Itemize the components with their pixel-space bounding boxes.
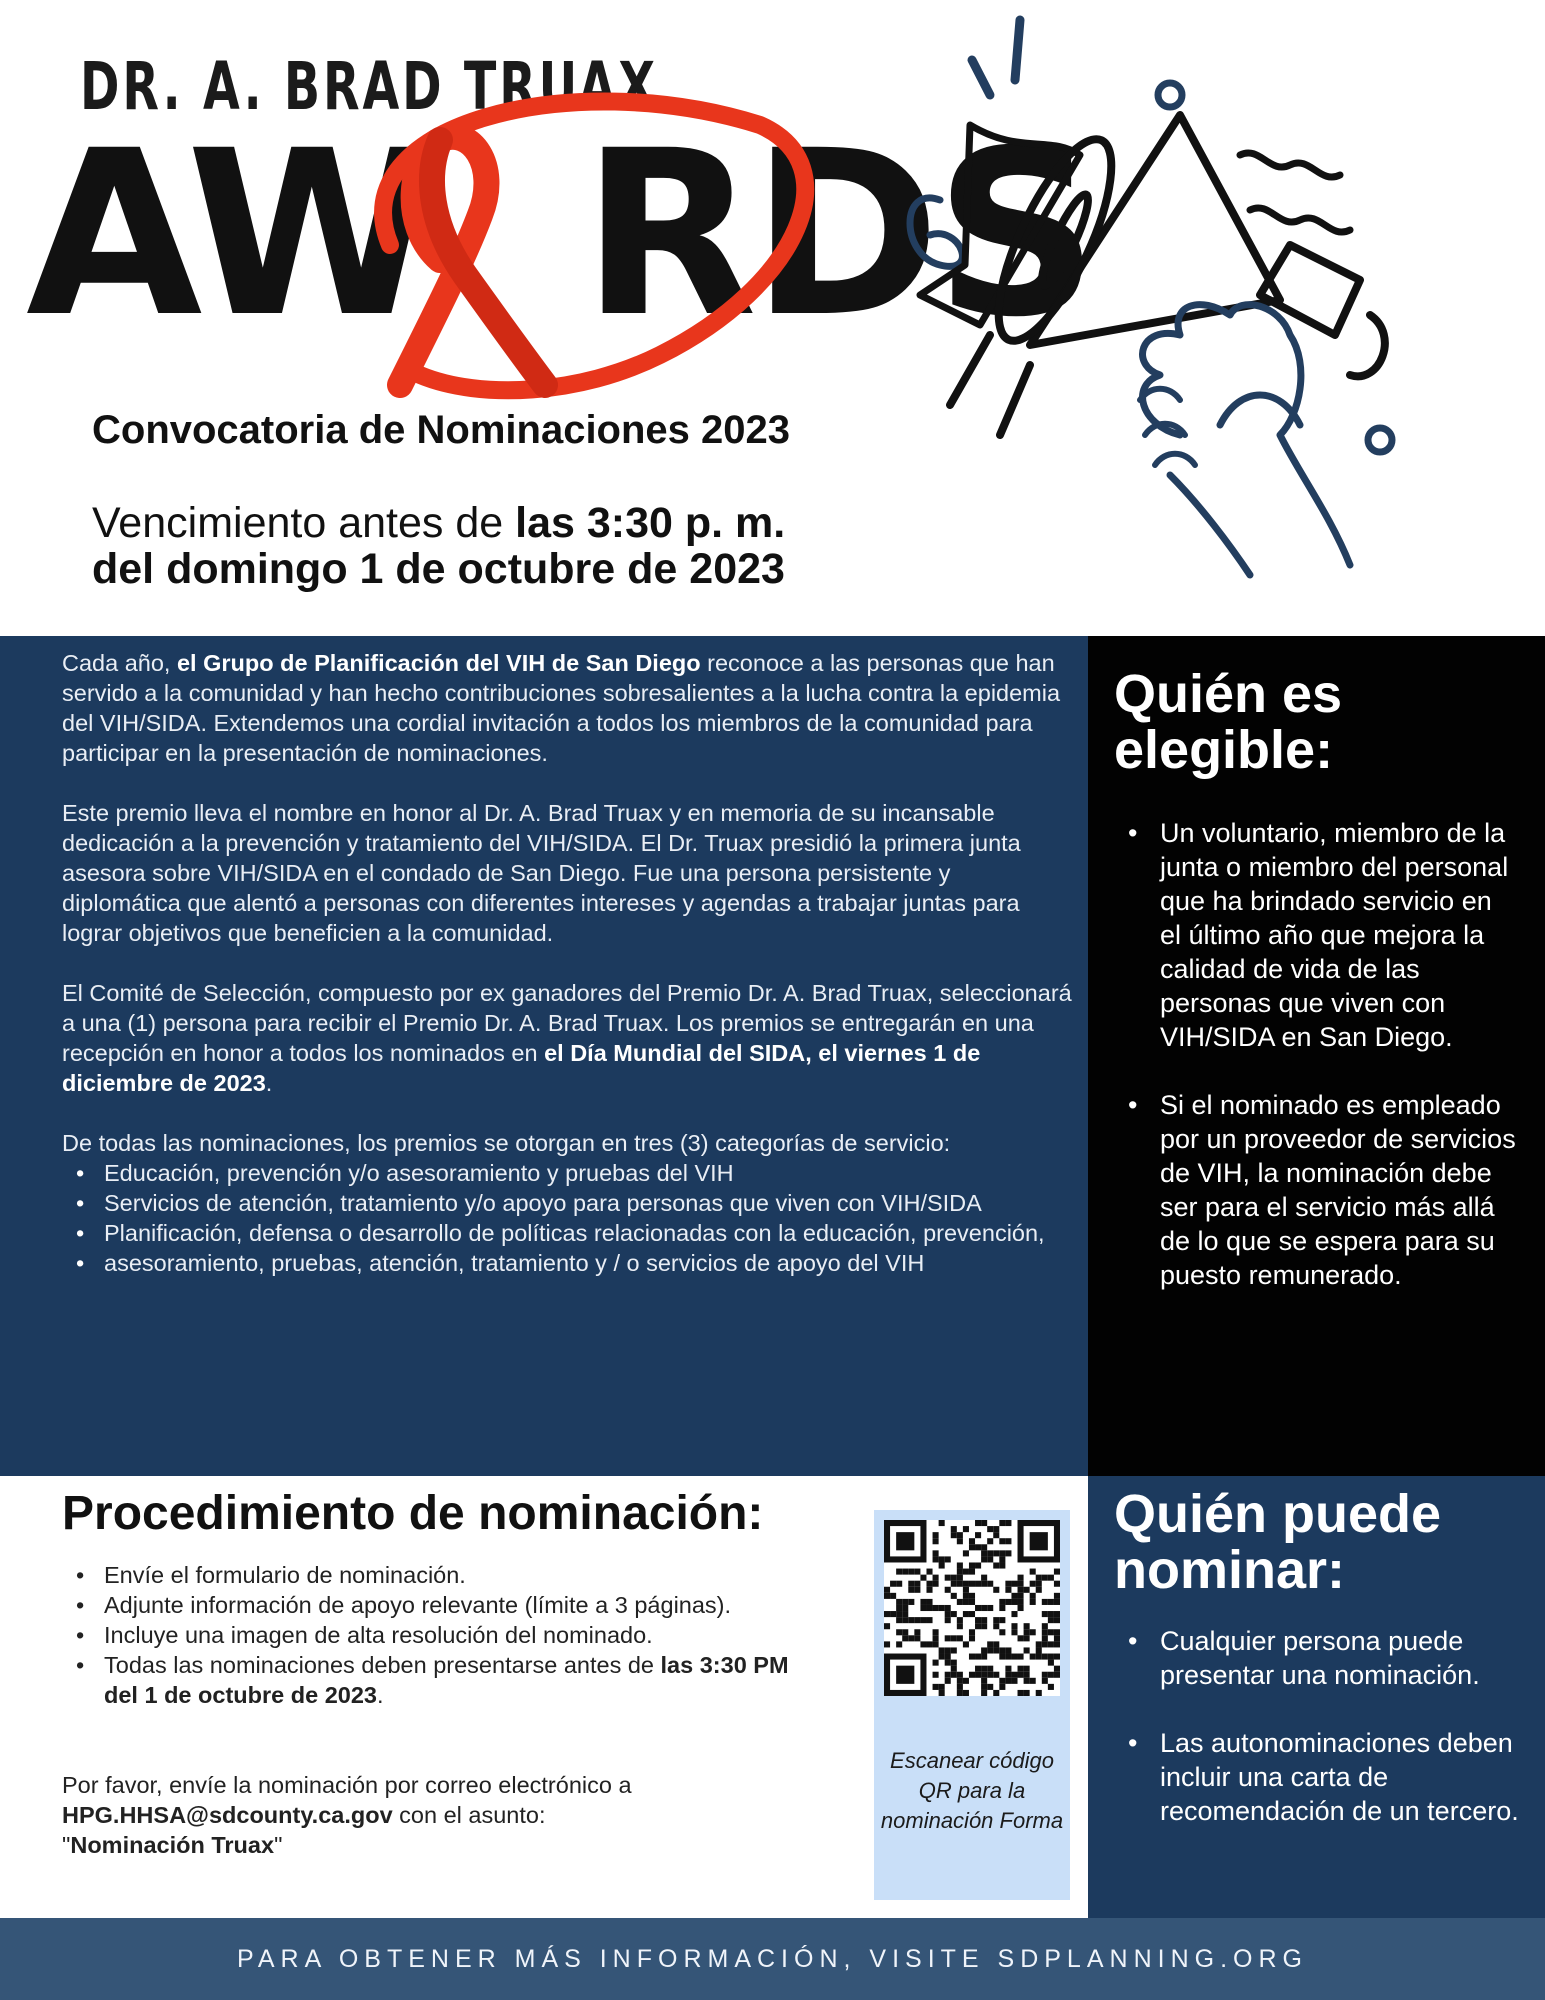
main-description-text xyxy=(62,648,1072,1278)
email-instructions xyxy=(62,1770,822,1860)
who-can-nominate-title: Quién puede nominar: xyxy=(1114,1484,1442,1600)
email-address-link[interactable]: HPG.HHSA@sdcounty.ca.gov xyxy=(62,1802,393,1828)
procedure-item xyxy=(104,1650,824,1710)
qr-box xyxy=(874,1510,1070,1900)
category-item: • Educación, prevención y/o asesoramiento y pruebas del VIH xyxy=(104,1158,1072,1188)
paragraph-selection-a: El Comité de Selección, compuesto por ex ganadores del Premio Dr. A. Brad Truax, seleccionará a una (1) persona para recibir el Premio Dr. A. Brad Truax. Los premios se entregarán en una recepción en honor a todos los nominados en xyxy=(62,980,1072,1066)
paragraph-intro-b: reconoce a las personas que han servido a la comunidad y han hecho contribuciones sobresalientes a la lucha contra la epidemia del VIH/SIDA. Extendemos una cordial invitación a todos los miembros de la comunidad para participar en la presentación de nominaciones. xyxy=(62,650,1061,766)
logo-top-text: DR. A. BRAD TRUAX xyxy=(80,48,658,125)
who-can-nominate-list xyxy=(1160,1624,1520,1862)
qr-code-icon[interactable] xyxy=(884,1520,1060,1696)
procedure-item-deadline-b: . xyxy=(376,1682,384,1708)
logo-awards-left: AW xyxy=(26,101,432,367)
category-item: • asesoramiento, pruebas, atención, tratamiento y / o servicios de apoyo del VIH xyxy=(104,1248,1072,1278)
paragraph-intro-bold: el Grupo de Planificación del VIH de San Diego xyxy=(176,650,701,676)
category-item: • Servicios de atención, tratamiento y/o apoyo para personas que viven con VIH/SIDA xyxy=(104,1188,1072,1218)
email-subject: Nominación Truax xyxy=(70,1832,275,1858)
footer xyxy=(0,1918,1545,2000)
paragraph-intro xyxy=(62,648,1072,768)
logo-awards-right: RDS xyxy=(581,101,1093,367)
categories-list xyxy=(104,1158,1072,1278)
eligibility-item: • Un voluntario, miembro de la junta o miembro del personal que ha brindado servicio en el último año que mejora la calidad de vida de las personas que viven con VIH/SIDA en San Diego. xyxy=(1160,816,1520,1054)
procedure-item: • Envíe el formulario de nominación. xyxy=(104,1560,824,1590)
paragraph-intro-a: Cada año, xyxy=(62,650,177,676)
email-instructions-a: Por favor, envíe la nominación por correo electrónico a xyxy=(62,1772,632,1798)
who-can-nominate-item: • Las autonominaciones deben incluir una carta de recomendación de un tercero. xyxy=(1160,1726,1520,1828)
who-can-nominate-section xyxy=(1088,1476,1545,1918)
deadline-time: las 3:30 p. m. xyxy=(515,499,786,547)
eligibility-title: Quién es elegible: xyxy=(1114,664,1343,780)
subject-quote-close: " xyxy=(274,1832,283,1858)
deadline-text xyxy=(92,500,785,592)
procedure-item: • Adjunte información de apoyo relevante (límite a 3 páginas). xyxy=(104,1590,824,1620)
megaphone-icon xyxy=(880,5,1440,635)
eligibility-item: • Si el nominado es empleado por un proveedor de servicios de VIH, la nominación debe ser para el servicio más allá de lo que se espera para su puesto remunerado. xyxy=(1160,1088,1520,1292)
eligibility-list xyxy=(1160,816,1520,1326)
main-description-section xyxy=(0,636,1088,1476)
paragraph-selection xyxy=(62,978,1072,1098)
email-instructions-b: con el asunto: xyxy=(392,1802,546,1828)
page-subtitle: Convocatoria de Nominaciones 2023 xyxy=(92,408,791,452)
eligibility-section xyxy=(1088,636,1545,1476)
red-ribbon-icon xyxy=(330,55,830,415)
footer-link[interactable]: PARA OBTENER MÁS INFORMACIÓN, VISITE SDPLANNING.ORG xyxy=(237,1945,1308,1973)
who-can-nominate-item: • Cualquier persona puede presentar una nominación. xyxy=(1160,1624,1520,1692)
procedure-item-deadline-bold: las 3:30 PM del 1 de octubre de 2023 xyxy=(104,1652,789,1708)
procedure-item: • Incluye una imagen de alta resolución del nominado. xyxy=(104,1620,824,1650)
procedure-section xyxy=(0,1476,1088,1918)
procedure-title: Procedimiento de nominación: xyxy=(62,1487,764,1540)
deadline-prefix: Vencimiento antes de xyxy=(92,499,516,547)
procedure-item-deadline-a: Todas las nominaciones deben presentarse antes de xyxy=(104,1652,661,1678)
procedure-list xyxy=(104,1560,824,1710)
paragraph-categories: De todas las nominaciones, los premios se otorgan en tres (3) categorías de servicio: xyxy=(62,1130,951,1156)
header xyxy=(0,0,1545,636)
qr-caption: Escanear código QR para la nominación Forma xyxy=(880,1748,1064,1833)
paragraph-selection-b: . xyxy=(265,1070,273,1096)
category-item: • Planificación, defensa o desarrollo de políticas relacionadas con la educación, prevención, xyxy=(104,1218,1072,1248)
paragraph-award-history: Este premio lleva el nombre en honor al Dr. A. Brad Truax y en memoria de su incansable dedicación a la prevención y tratamiento del VIH/SIDA. El Dr. Truax presidió la primera junta asesora sobre VIH/SIDA en el condado de San Diego. Fue una persona persistente y diplomática que alentó a personas con diferentes intereses y agendas a trabajar juntas para lograr objetivos que beneficien a la comunidad. xyxy=(62,800,1021,946)
deadline-date: del domingo 1 de octubre de 2023 xyxy=(92,545,785,593)
subject-quote-open: " xyxy=(62,1832,71,1858)
paragraph-selection-bold: el Día Mundial del SIDA, el viernes 1 de diciembre de 2023 xyxy=(62,1040,981,1096)
